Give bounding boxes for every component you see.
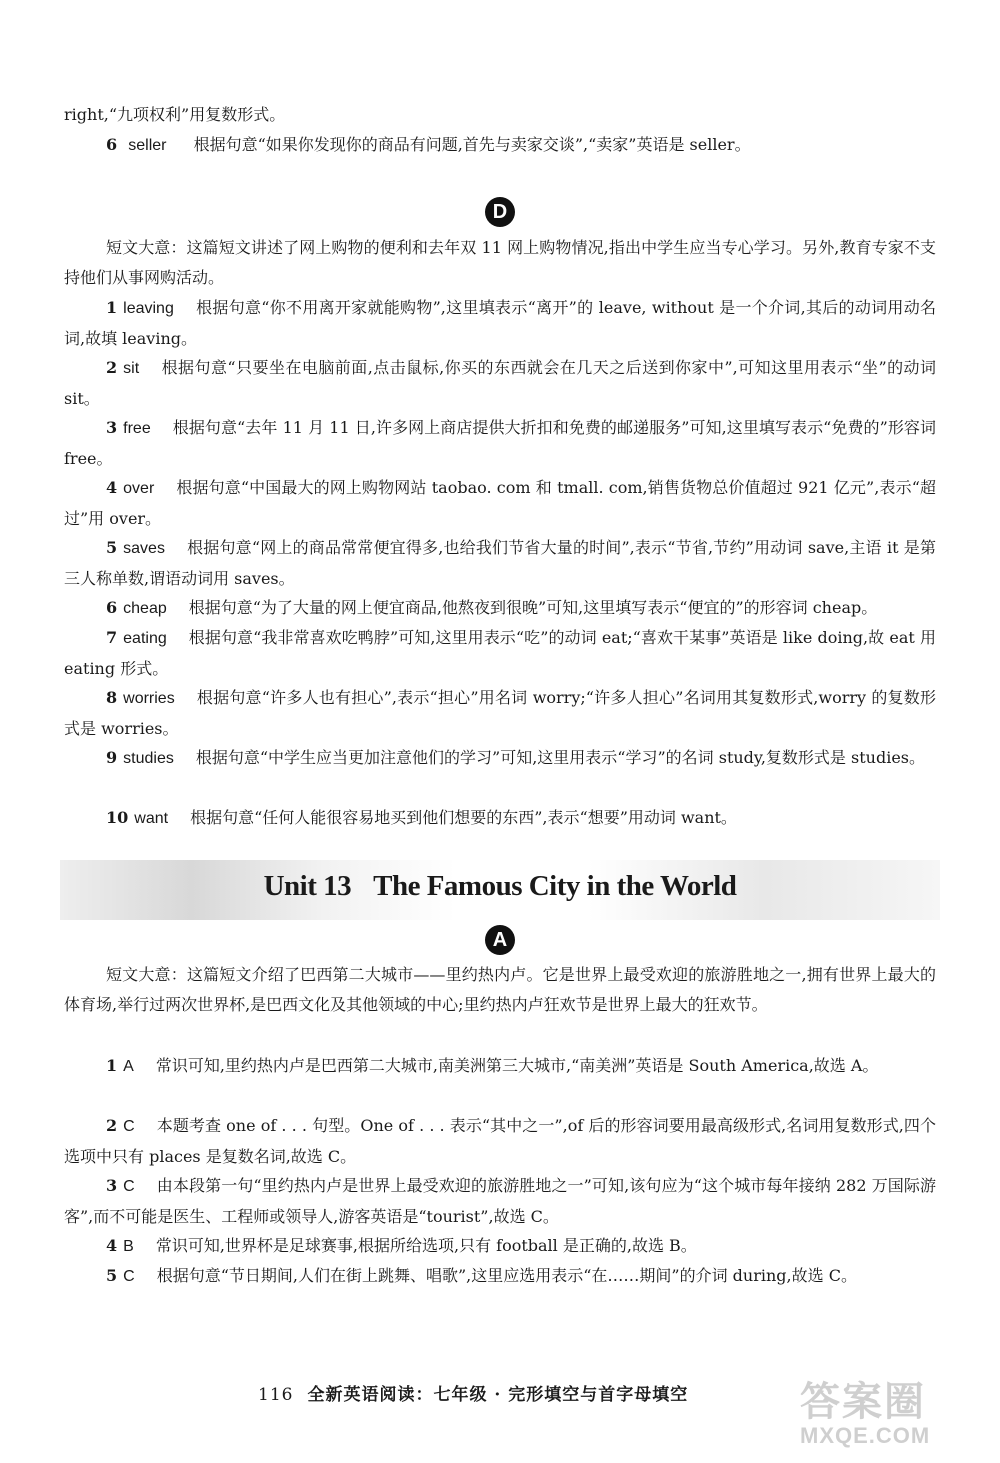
prev-line: right,“九项权利”用复数形式。: [64, 105, 286, 124]
section-a-item-1: 1 A 常识可知,里约热内卢是巴西第二大城市,南美洲第三大城市,“南美洲”英语是 South America,故选 A。: [106, 1056, 879, 1075]
section-a-item-4: 4 B 常识可知,世界杯是足球赛事,根据所给选项,只有 football 是正确的,故选 B。: [106, 1236, 697, 1255]
section-d-item-4: 4 over 根据句意“中国最大的网上购物网站 taobao. com 和 tmall. com,销售货物总价值超过 921 亿元”,表示“超过”用 over。: [64, 478, 936, 528]
section-d-item-1: 1 leaving 根据句意“你不用离开家就能购物”,这里填表示“离开”的 leave, without 是一个介词,其后的动词用动名词,故填 leaving。: [64, 298, 936, 348]
section-d-item-3: 3 free 根据句意“去年 11 月 11 日,许多网上商店提供大折扣和免费的邮递服务”可知,这里填写表示“免费的”形容词 free。: [64, 418, 936, 468]
section-d-item-8: 8 worries 根据句意“许多人也有担心”,表示“担心”用名词 worry;“许多人担心”名词用其复数形式,worry 的复数形式是 worries。: [64, 688, 936, 738]
section-a-marker: A: [485, 925, 515, 955]
page-number: 116: [258, 1385, 294, 1405]
section-d-item-7: 7 eating 根据句意“我非常喜欢吃鸭脖”可知,这里用表示“吃”的动词 eat;“喜欢干某事”英语是 like doing,故 eat 用 eating 形式。: [64, 628, 936, 678]
book-title: 全新英语阅读：七年级 · 完形填空与首字母填空: [307, 1385, 689, 1405]
item-explanation: 根据句意“如果你发现你的商品有问题,首先与卖家交谈”,“卖家”英语是 seller。: [193, 135, 751, 154]
section-a-item-2: 2 C 本题考查 one of . . . 句型。One of . . . 表示“其中之一”,of 后的形容词要用最高级形式,名词用复数形式,四个选项中只有 places 是复数名词,故选 C。: [64, 1116, 936, 1166]
watermark-logo: [800, 1370, 980, 1450]
top-item-6: [64, 130, 936, 161]
section-d-item-5: 5 saves 根据句意“网上的商品常常便宜得多,也给我们节省大量的时间”,表示“节省,节约”用动词 save,主语 it 是第三人称单数,谓语动词用 saves。: [64, 538, 936, 588]
section-d-item-10: 10 want 根据句意“任何人能很容易地买到他们想要的东西”,表示“想要”用动词 want。: [106, 808, 737, 827]
unit-heading: [0, 870, 1000, 903]
item-answer: seller: [128, 137, 167, 154]
section-d-summary: 短文大意：这篇短文讲述了网上购物的便利和去年双 11 网上购物情况,指出中学生应当专心学习。另外,教育专家不支持他们从事网购活动。: [64, 238, 936, 287]
unit-number: Unit 13: [263, 870, 352, 902]
unit-title: The Famous City in the World: [373, 870, 737, 902]
watermark-text: 答案圈: [800, 1380, 926, 1424]
section-d-item-9: 9 studies 根据句意“中学生应当更加注意他们的学习”可知,这里用表示“学习”的名词 study,复数形式是 studies。: [106, 748, 925, 767]
section-d-marker: D: [485, 197, 515, 227]
section-a-summary: 短文大意：这篇短文介绍了巴西第二大城市——里约热内卢。它是世界上最受欢迎的旅游胜地之一,拥有世界上最大的体育场,举行过两次世界杯,是巴西文化及其他领域的中心;里约热内卢狂欢节是世界上最大的狂欢节。: [64, 965, 936, 1014]
section-a-item-3: 3 C 由本段第一句“里约热内卢是世界上最受欢迎的旅游胜地之一”可知,该句应为“这个城市每年接纳 282 万国际游客”,而不可能是医生、工程师或领导人,游客英语是“tourist”,故选 C。: [64, 1176, 936, 1226]
item-number: 6: [106, 135, 118, 154]
page-footer: [258, 1380, 688, 1405]
section-d-item-6: 6 cheap 根据句意“为了大量的网上便宜商品,他熬夜到很晚”可知,这里填写表示“便宜的”的形容词 cheap。: [106, 598, 878, 617]
section-a-item-5: 5 C 根据句意“节日期间,人们在街上跳舞、唱歌”,这里应选用表示“在……期间”的介词 during,故选 C。: [106, 1266, 857, 1285]
section-d-item-2: 2 sit 根据句意“只要坐在电脑前面,点击鼠标,你买的东西就会在几天之后送到你家中”,可知这里用表示“坐”的动词 sit。: [64, 358, 936, 408]
watermark-url: MXQE.COM: [800, 1423, 931, 1448]
